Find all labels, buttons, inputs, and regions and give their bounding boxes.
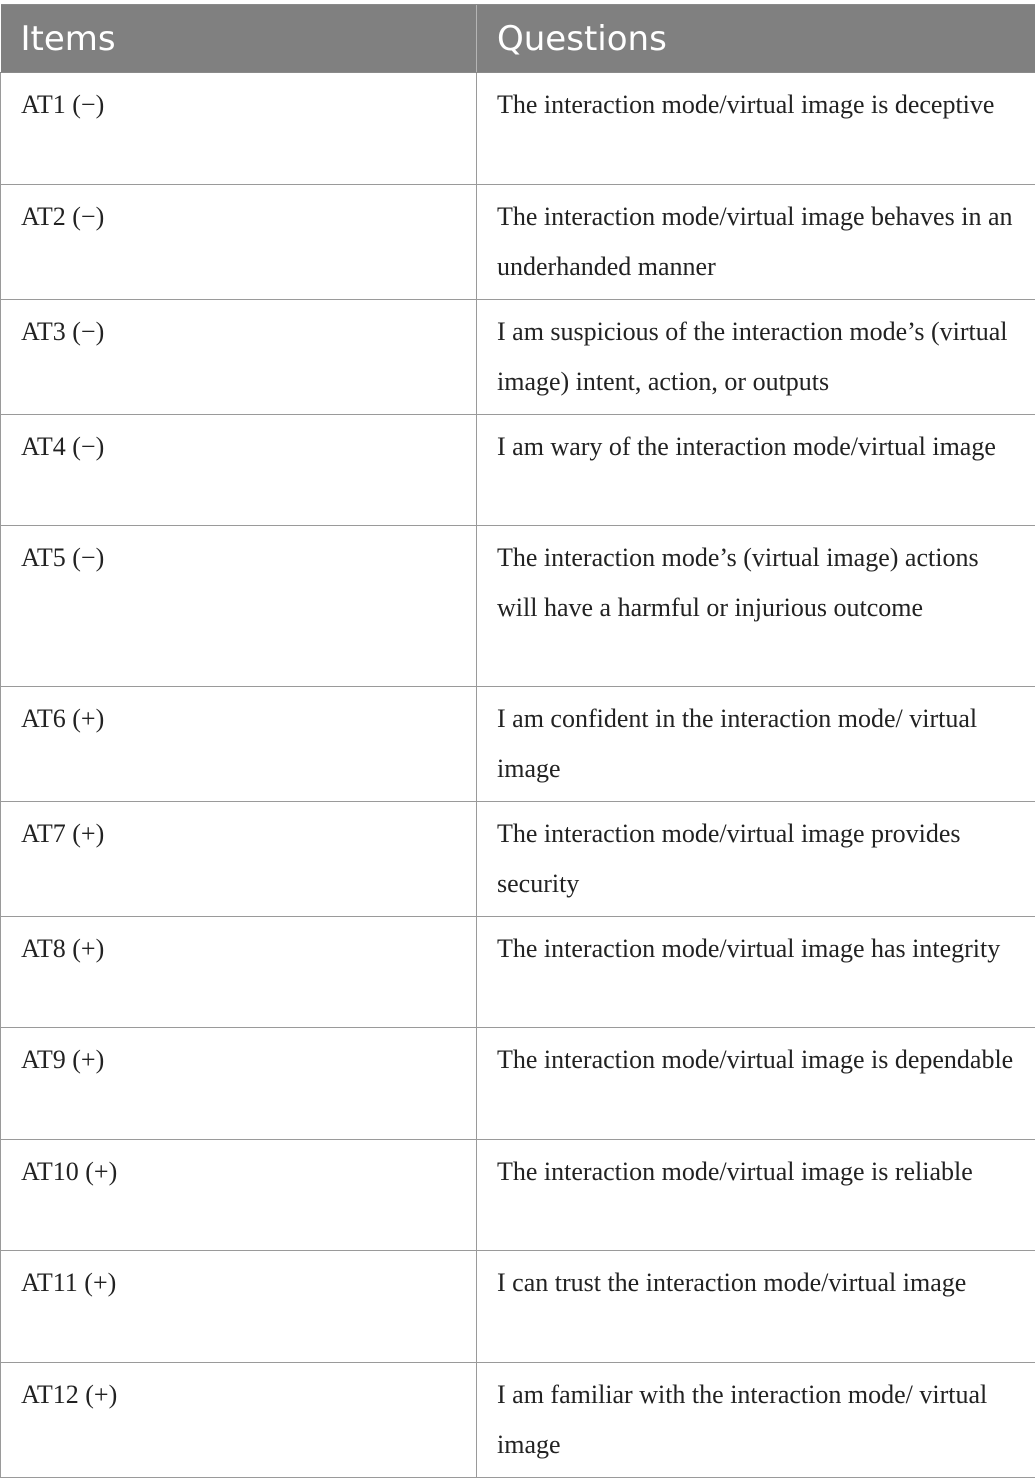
header-questions: Questions	[477, 5, 1035, 73]
table-row	[1, 73, 1035, 185]
item-cell: AT2 (−)	[1, 185, 477, 300]
table-row	[1, 687, 1035, 802]
table-row	[1, 300, 1035, 415]
item-cell: AT10 (+)	[1, 1140, 477, 1251]
items-questions-table	[0, 4, 1035, 1478]
item-cell: AT6 (+)	[1, 687, 477, 802]
question-cell: The interaction mode/virtual image is deceptive	[477, 73, 1035, 185]
item-cell: AT7 (+)	[1, 802, 477, 917]
item-cell: AT1 (−)	[1, 73, 477, 185]
item-cell: AT11 (+)	[1, 1251, 477, 1363]
table-header	[1, 5, 1035, 73]
items-questions-table-container	[0, 4, 1035, 1478]
header-row	[1, 5, 1035, 73]
item-cell: AT3 (−)	[1, 300, 477, 415]
question-cell: I can trust the interaction mode/virtual image	[477, 1251, 1035, 1363]
header-items: Items	[1, 5, 477, 73]
question-cell: The interaction mode/virtual image is reliable	[477, 1140, 1035, 1251]
question-cell: The interaction mode/virtual image behaves in an underhanded manner	[477, 185, 1035, 300]
item-cell: AT4 (−)	[1, 415, 477, 526]
question-cell: The interaction mode’s (virtual image) actions will have a harmful or injurious outcome	[477, 526, 1035, 687]
table-row	[1, 185, 1035, 300]
question-cell: I am familiar with the interaction mode/ virtual image	[477, 1363, 1035, 1478]
item-cell: AT8 (+)	[1, 917, 477, 1028]
table-row	[1, 526, 1035, 687]
table-row	[1, 1140, 1035, 1251]
question-cell: I am confident in the interaction mode/ virtual image	[477, 687, 1035, 802]
question-cell: I am wary of the interaction mode/virtual image	[477, 415, 1035, 526]
table-row	[1, 415, 1035, 526]
table-body	[1, 73, 1035, 1478]
question-cell: The interaction mode/virtual image is dependable	[477, 1028, 1035, 1140]
question-cell: The interaction mode/virtual image has integrity	[477, 917, 1035, 1028]
question-cell: I am suspicious of the interaction mode’s (virtual image) intent, action, or outputs	[477, 300, 1035, 415]
item-cell: AT9 (+)	[1, 1028, 477, 1140]
question-cell: The interaction mode/virtual image provides security	[477, 802, 1035, 917]
table-row	[1, 802, 1035, 917]
table-row	[1, 1028, 1035, 1140]
item-cell: AT12 (+)	[1, 1363, 477, 1478]
table-row	[1, 1363, 1035, 1478]
item-cell: AT5 (−)	[1, 526, 477, 687]
table-row	[1, 1251, 1035, 1363]
table-row	[1, 917, 1035, 1028]
